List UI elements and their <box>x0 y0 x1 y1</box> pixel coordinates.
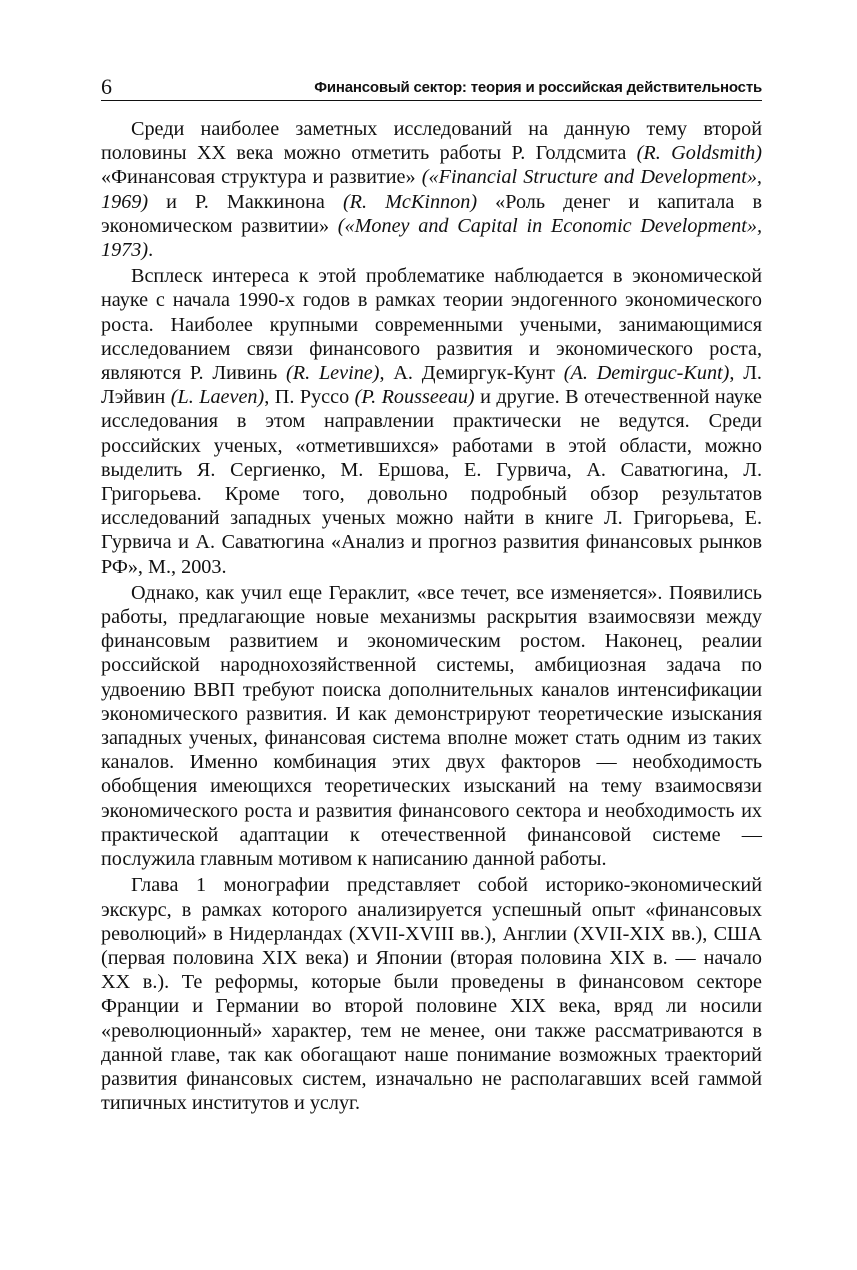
italic-citation: (R. Goldsmith) <box>636 142 762 165</box>
paragraph-text: Среди наиболее заметных исследований на данную тему второй половины XX века можно отметить работы Р. Голдсмита <box>101 118 762 165</box>
paragraph-text: «Финансовая структура и развитие» <box>101 166 422 189</box>
italic-citation: (P. Rousseeau) <box>354 386 475 409</box>
paragraph-text: Всплеск интереса к этой проблематике наблюдается в экономической науке с начала 1990-х годов в рамках теории эндогенного экономического роста. Наиболее крупными современными учеными, занимающимися исследованием связи финансового развития и экономического роста, являются Р. Ливинь <box>101 265 762 385</box>
paragraph-text: и Р. Маккинона <box>148 190 343 213</box>
paragraph-text: , Л. Лэйвин <box>101 362 762 409</box>
italic-citation: (R. McKinnon) <box>342 190 478 213</box>
body-text <box>101 117 762 1115</box>
italic-citation: (A. Demirguc-Kunt) <box>563 362 730 385</box>
italic-citation: (L. Laeven) <box>170 386 265 409</box>
page-number: 6 <box>101 74 112 99</box>
paragraph-text: Глава 1 монографии представляет собой историко-экономический экскурс, в рамках которого анализируется успешный опыт «финансовых революций» в Нидерландах (XVII-XVIII вв.), Англии (XVII-XIX вв.), США (первая половина XIX века) и Японии (вторая половина XIX в. — начало XX в.). Те реформы, которые были проведены в финансовом секторе Франции и Германии во второй половине XIX века, вряд ли носили «революционный» характер, тем не менее, они также рассматриваются в данной главе, так как обогащают наше понимание возможных траекторий развития финансовых систем, изначально не располагавших всей гаммой типичных институтов и услуг. <box>101 874 762 1115</box>
paragraph-3 <box>101 581 762 871</box>
italic-citation: («Financial Structure and Development», 1969) <box>101 166 762 213</box>
paragraph-text: , П. Руссо <box>264 386 355 409</box>
running-head <box>101 74 762 101</box>
paragraph-2 <box>101 264 762 579</box>
book-page <box>101 74 762 1115</box>
paragraph-text: Однако, как учил еще Гераклит, «все течет, все изменяется». Появились работы, предлагающие новые механизмы раскрытия взаимосвязи между финансовым развитием и экономическим ростом. Наконец, реалии российской народнохозяйственной системы, амбициозная задача по удвоению ВВП требуют поиска дополнительных каналов интенсификации экономического развития. И как демонстрируют теоретические изыскания западных ученых, финансовая система вполне может стать одним из таких каналов. Именно комбинация этих двух факторов — необходимость обобщения имеющихся теоретических изысканий на тему взаимосвязи экономического роста и развития финансового сектора и необходимость их практической адаптации к отечественной финансовой системе — послужила главным мотивом к написанию данной работы. <box>101 581 762 871</box>
running-title: Финансовый сектор: теория и российская действительность <box>314 79 762 96</box>
paragraph-4 <box>101 873 762 1115</box>
paragraph-text: , А. Демиргук-Кунт <box>379 362 564 385</box>
paragraph-1 <box>101 117 762 262</box>
italic-citation: (R. Levine) <box>286 362 380 385</box>
paragraph-text: . <box>148 239 154 262</box>
paragraph-text: «Роль денег и капитала в экономическом развитии» <box>101 190 762 237</box>
italic-citation: («Money and Capital in Economic Development», 1973) <box>101 214 762 262</box>
paragraph-text: и другие. В отечественной науке исследования в этом направлении практически не ведутся. Среди российских ученых, «отметившихся» работами в этой области, можно выделить Я. Сергиенко, М. Ершова, Е. Гурвича, А. Саватюгина, Л. Григорьева. Кроме того, довольно подробный обзор результатов исследований западных ученых можно найти в книге Л. Григорьева, Е. Гурвича и А. Саватюгина «Анализ и прогноз развития финансовых рынков РФ», М., 2003. <box>101 386 763 578</box>
